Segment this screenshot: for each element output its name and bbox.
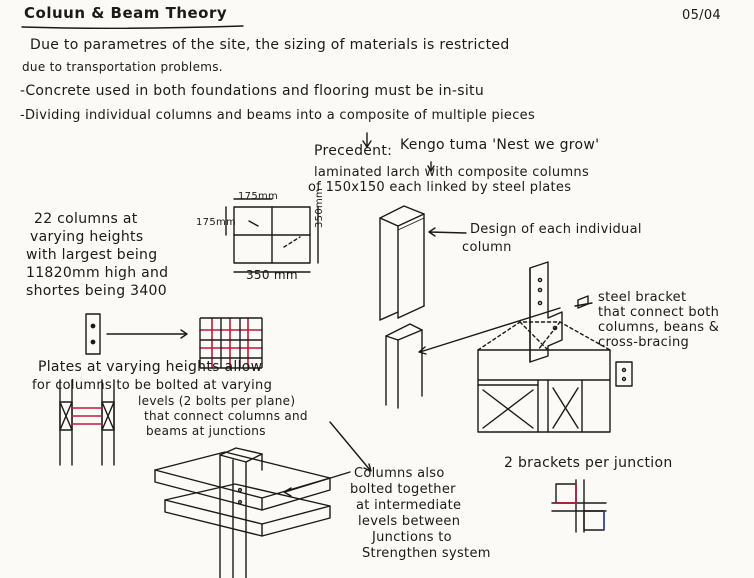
page-date: 05/04 [682,8,721,23]
columns-note-line: 22 columns at [34,211,138,227]
dim-left: 175mm [196,217,237,228]
bolted-arrow [284,472,350,496]
intro-line-1: Due to parametres of the site, the sizing of materials is restricted [30,37,510,53]
precedent-desc-2: of 150x150 each linked by steel plates [308,180,572,195]
bracket-note-line: steel bracket [598,290,687,305]
column-section-plan [226,199,318,272]
dim-right: 350mm [314,187,325,228]
bracket-note-line: that connect both [598,305,720,320]
column-pair-accent [72,408,102,424]
junction-3d-sketch [155,448,330,578]
columns-note-line: with largest being [26,247,158,263]
plates-note-line: for columns to be bolted at varying [32,378,273,393]
intro-line-2: due to transportation problems. [22,60,223,74]
plates-arrow [330,422,371,471]
bullet-dividing: -Dividing individual columns and beams into a composite of multiple pieces [20,108,536,123]
bullet-concrete: -Concrete used in both foundations and flooring must be in-situ [20,83,484,99]
columns-note-line: varying heights [30,229,144,245]
plate-arrow [107,330,187,338]
dim-top: 175mm [238,191,279,202]
plate-drawing [86,314,100,354]
precedent-label: Precedent: [314,143,393,159]
precedent-desc-1: laminated larch with composite columns [314,165,590,180]
bolted-note-line: Columns also [354,466,445,481]
plates-note-line: Plates at varying heights allow [38,359,263,375]
plates-note-line: that connect columns and [144,409,308,423]
plates-note-line: beams at junctions [146,424,266,438]
steel-bracket-drawing [530,262,588,362]
bracket-note-line: columns, beans & [598,320,720,335]
dim-bottom: 350 mm [246,268,298,282]
plates-note-line: levels (2 bolts per plane) [138,394,296,408]
precedent-text: Kengo tuma 'Nest we grow' [400,137,600,153]
design-arrow [429,228,466,236]
junction-note: 2 brackets per junction [504,455,673,471]
title-underline [22,26,243,28]
page-title: Coluun & Beam Theory [24,4,228,22]
bracket-note-line: cross-bracing [598,335,690,350]
bolted-note-line: Strengthen system [362,546,491,561]
junction-plan-accent [556,484,576,503]
bolted-note-line: Junctions to [372,530,452,545]
columns-note-line: 11820mm high and [26,265,169,281]
design-note-2: column [462,240,512,255]
junction-plan [552,480,606,532]
bolted-note-line: bolted together [350,482,456,497]
design-note-1: Design of each individual [470,222,642,237]
composite-column-3d [380,206,424,408]
bolted-note-line: at intermediate [356,498,462,513]
columns-note-line: shortes being 3400 [26,283,167,299]
bolted-note-line: levels between [358,514,461,529]
bracket-arrow-long [419,308,560,354]
